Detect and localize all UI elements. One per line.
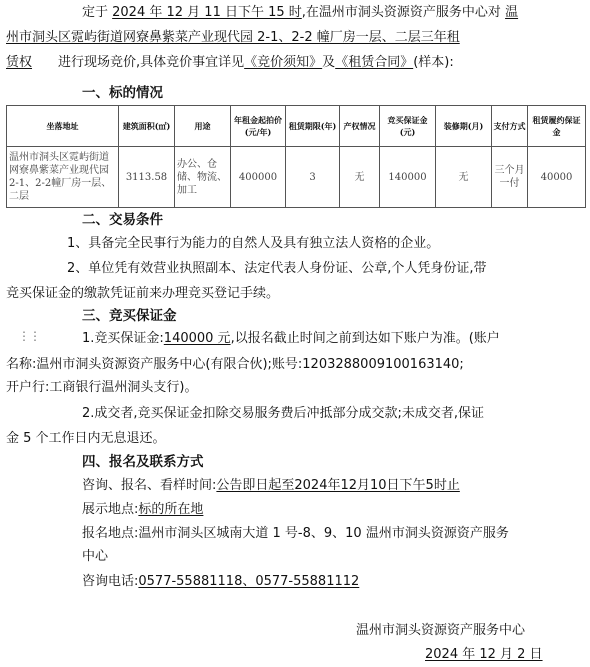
table-header: 建筑面积(㎡) bbox=[119, 106, 175, 147]
display-location-value: 标的所在地 bbox=[138, 502, 204, 517]
table-row bbox=[7, 147, 586, 208]
auction-date: 2024 年 12 月 11 日下午 15 时 bbox=[112, 5, 302, 20]
table-cell-bond: 40000 bbox=[528, 147, 586, 208]
display-location: 展示地点:标的所在地 bbox=[82, 502, 204, 517]
section-2-title: 二、交易条件 bbox=[82, 212, 163, 228]
intro-line-2: 州市洞头区霓屿街道网寮鼻紫菜产业现代园 2-1、2-2 幢厂房一层、二层三年租 bbox=[6, 30, 460, 45]
subject-start: 温 bbox=[505, 5, 519, 20]
deposit-line-3: 开户行:工商银行温州洞头支行)。 bbox=[6, 380, 198, 395]
lot-table bbox=[6, 105, 586, 208]
table-header: 用途 bbox=[175, 106, 231, 147]
table-header: 产权情况 bbox=[340, 106, 380, 147]
table-cell-title: 无 bbox=[340, 147, 380, 208]
deposit-line-1: 1.竞买保证金:140000 元,以报名截止时间之前到达如下账户为准。(账户 bbox=[82, 331, 500, 346]
table-header: 装修期(月) bbox=[436, 106, 492, 147]
footer-organization: 温州市洞头资源资产服务中心 bbox=[356, 623, 526, 638]
condition-1: 1、具备完全民事行为能力的自然人及具有独立法人资格的企业。 bbox=[67, 236, 440, 251]
condition-2-line-2: 竞买保证金的缴款凭证前来办理竞买登记手续。 bbox=[6, 286, 280, 301]
table-header: 坐落地址 bbox=[7, 106, 119, 147]
registration-period: 公告即日起至2024年12月10日下午5时止 bbox=[216, 478, 460, 493]
table-cell-area: 3113.58 bbox=[119, 147, 175, 208]
intro-line-3: 赁权 进行现场竞价,具体竞价事宜详见《竞价须知》及《租赁合同》(样本): bbox=[6, 55, 454, 70]
table-header: 竞买保证金(元) bbox=[380, 106, 436, 147]
contract-link[interactable]: 《租赁合同》 bbox=[335, 55, 414, 70]
registration-address-line-1: 报名地点:温州市洞头区城南大道 1 号-8、9、10 温州市洞头资源资产服务 bbox=[82, 526, 509, 541]
table-cell-rent: 400000 bbox=[231, 147, 286, 208]
table-cell-address: 温州市洞头区霓屿街道网寮鼻紫菜产业现代园 2-1、2-2幢厂房一层、二层 bbox=[7, 147, 119, 208]
registration-address-line-2: 中心 bbox=[82, 549, 109, 564]
drag-handle-icon[interactable]: ⋮⋮ bbox=[18, 329, 40, 343]
intro-line-1: 定于 2024 年 12 月 11 日下午 15 时,在温州市洞头资源资产服务中心对 温 bbox=[82, 5, 519, 20]
table-cell-fitout: 无 bbox=[436, 147, 492, 208]
table-header: 年租金起拍价(元/年) bbox=[231, 106, 286, 147]
section-1-title: 一、标的情况 bbox=[82, 85, 163, 101]
table-header-row bbox=[7, 106, 586, 147]
section-4-title: 四、报名及联系方式 bbox=[82, 454, 204, 470]
table-cell-deposit: 140000 bbox=[380, 147, 436, 208]
table-header: 租赁期限(年) bbox=[286, 106, 340, 147]
table-header: 支付方式 bbox=[492, 106, 528, 147]
table-cell-term: 3 bbox=[286, 147, 340, 208]
contact-time: 咨询、报名、看样时间:公告即日起至2024年12月10日下午5时止 bbox=[82, 478, 460, 493]
deposit-line-2: 名称:温州市洞头资源资产服务中心(有限合伙);账号:1203288009100163140; bbox=[6, 357, 464, 372]
deposit-line-4: 2.成交者,竞买保证金扣除交易服务费后冲抵部分成交款;未成交者,保证 bbox=[82, 406, 485, 421]
phone-numbers[interactable]: 0577-55881118、0577-55881112 bbox=[138, 574, 360, 589]
notice-link[interactable]: 《竞价须知》 bbox=[244, 55, 323, 70]
condition-2-line-1: 2、单位凭有效营业执照副本、法定代表人身份证、公章,个人凭身份证,带 bbox=[67, 261, 487, 276]
table-cell-payment: 三个月一付 bbox=[492, 147, 528, 208]
subject-end: 赁权 bbox=[6, 55, 33, 70]
contact-phone: 咨询电话:0577-55881118、0577-55881112 bbox=[82, 574, 360, 589]
section-3-title: 三、竞买保证金 bbox=[82, 308, 177, 324]
deposit-line-5: 金 5 个工作日内无息退还。 bbox=[6, 431, 166, 446]
deposit-amount: 140000 元 bbox=[163, 331, 231, 346]
footer-date: 2024 年 12 月 2 日 bbox=[425, 647, 543, 662]
table-cell-use: 办公、仓储、物流、加工 bbox=[175, 147, 231, 208]
table-header: 租赁履约保证金 bbox=[528, 106, 586, 147]
